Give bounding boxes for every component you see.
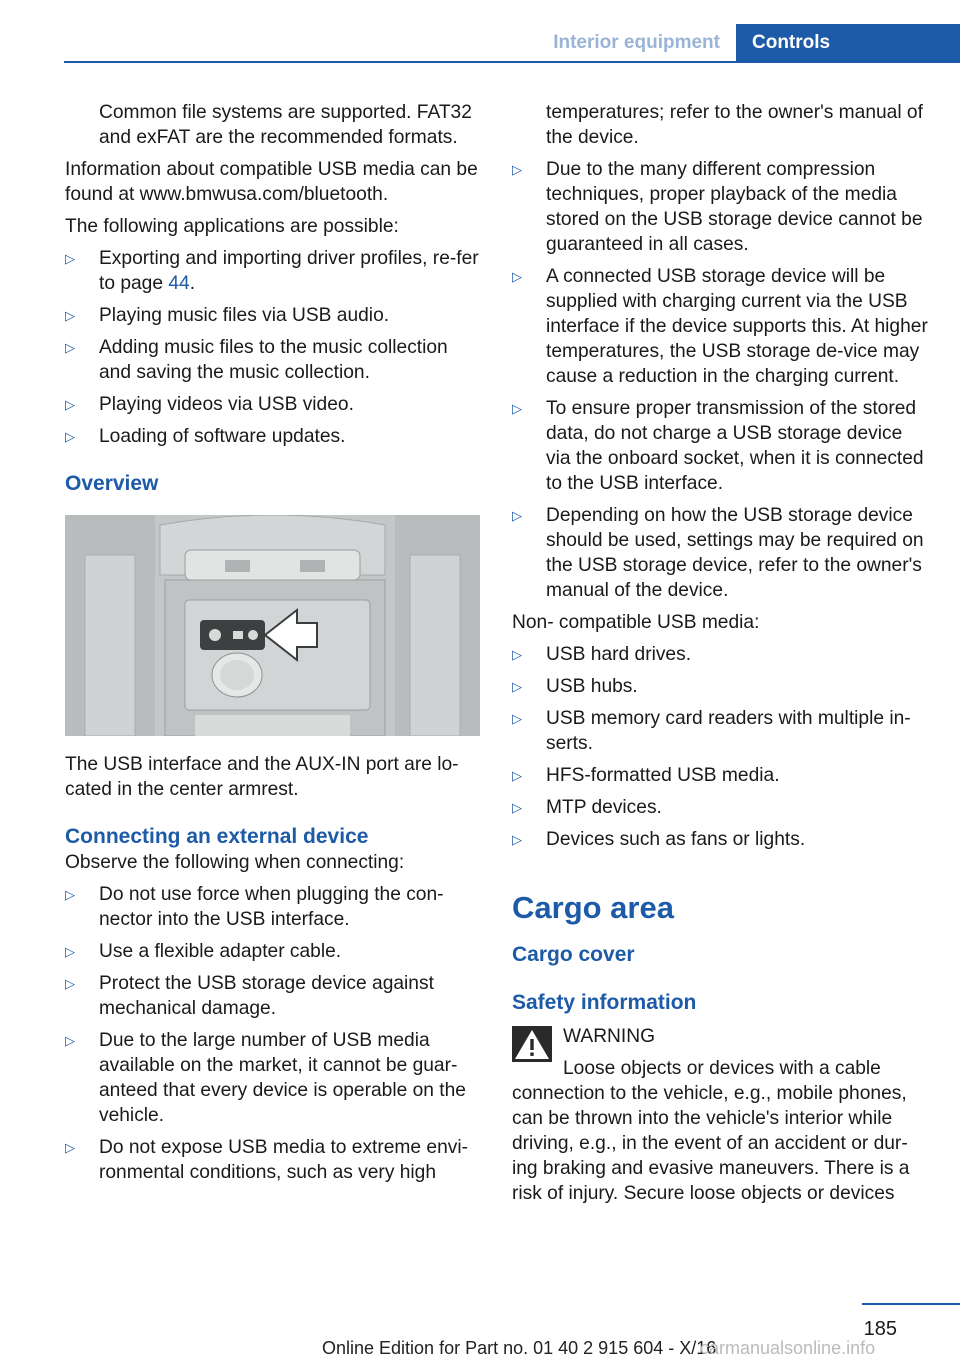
triangle-right-outline-icon: ▷ xyxy=(65,340,75,355)
list-item: ▷ Use a flexible adapter cable. xyxy=(65,941,342,962)
connecting-heading: Connecting an external device xyxy=(65,825,369,848)
triangle-right-outline-icon: ▷ xyxy=(65,397,75,412)
usb-notes-list xyxy=(512,157,928,603)
cargo-cover-heading: Cargo cover xyxy=(512,943,635,966)
warning-block xyxy=(512,1024,928,1206)
triangle-right-outline-icon: ▷ xyxy=(65,976,75,991)
header-rule xyxy=(64,61,960,63)
list-item: ▷ USB hubs. xyxy=(512,676,638,697)
list-item: ▷ Depending on how the USB storage device should be used, settings may be required on the USB storage device, refer to the owner's manual of the device. xyxy=(512,505,924,601)
continued-paragraph: Common file systems are supported. FAT32 and exFAT are the recommended formats. xyxy=(99,102,472,148)
continued-item: temperatures; refer to the owner's manual of the device. xyxy=(546,102,923,148)
triangle-right-outline-icon: ▷ xyxy=(65,887,75,902)
warning-text: Loose objects or devices with a cable connection to the vehicle, e.g., mobile phones, can be thrown into the vehicle's interior while driving, e.g., in the event of an accident or dur‐ing braking and evasive maneuvers. There is a risk of injury. Secure loose objects or devices xyxy=(512,1058,910,1204)
footer-rule xyxy=(862,1303,960,1305)
triangle-right-outline-icon: ▷ xyxy=(512,679,522,694)
info-paragraph: Information about compatible USB media can be found at www.bmwusa.com/bluetooth. xyxy=(65,159,478,205)
page-link[interactable]: 44 xyxy=(168,273,190,294)
safety-heading: Safety information xyxy=(512,991,697,1014)
list-item: ▷ Adding music files to the music collection and saving the music collection. xyxy=(65,337,448,383)
list-item: ▷ USB memory card readers with multiple in‐serts. xyxy=(512,708,911,754)
list-item: ▷ HFS-formatted USB media. xyxy=(512,765,780,786)
overview-heading: Overview xyxy=(65,472,159,495)
chapter-tab[interactable]: Controls xyxy=(736,24,960,62)
usb-port-figure xyxy=(65,515,480,736)
triangle-right-outline-icon: ▷ xyxy=(512,832,522,847)
list-item: ▷ Devices such as fans or lights. xyxy=(512,829,806,850)
list-item: ▷ Due to the many different compression techniques, proper playback of the media stored on the USB storage device cannot be guaranteed in all cases. xyxy=(512,159,923,255)
connecting-list xyxy=(65,882,481,1185)
center-armrest-illustration xyxy=(65,515,480,736)
triangle-right-outline-icon: ▷ xyxy=(512,269,522,284)
apps-intro: The following applications are possible: xyxy=(65,216,399,237)
list-item: ▷ Exporting and importing driver profiles, re‐fer to page 44. xyxy=(65,248,479,294)
triangle-right-outline-icon: ▷ xyxy=(512,401,522,416)
triangle-right-outline-icon: ▷ xyxy=(512,647,522,662)
list-item: ▷ Due to the large number of USB media available on the market, it cannot be guar‐anteed that every device is operable on the vehicle. xyxy=(65,1030,466,1126)
warning-label: WARNING xyxy=(563,1026,656,1047)
triangle-right-outline-icon: ▷ xyxy=(65,251,75,266)
apps-list xyxy=(65,246,481,449)
list-item: ▷ To ensure proper transmission of the stored data, do not charge a USB storage device via the onboard socket, when it is connected to the USB interface. xyxy=(512,398,924,494)
section-tab[interactable]: Interior equipment xyxy=(553,32,720,53)
triangle-right-outline-icon: ▷ xyxy=(512,768,522,783)
cargo-area-heading: Cargo area xyxy=(512,890,674,925)
triangle-right-outline-icon: ▷ xyxy=(65,1033,75,1048)
triangle-right-outline-icon: ▷ xyxy=(65,308,75,323)
figure-caption: The USB interface and the AUX-IN port are lo‐cated in the center armrest. xyxy=(65,754,459,800)
triangle-right-outline-icon: ▷ xyxy=(65,429,75,444)
page-header xyxy=(0,0,960,62)
list-item: ▷ Loading of software updates. xyxy=(65,426,346,447)
list-item: ▷ USB hard drives. xyxy=(512,644,692,665)
list-item: ▷ Do not expose USB media to extreme envi‐ronmental conditions, such as very high xyxy=(65,1137,469,1183)
watermark: carmanualsonline.info xyxy=(700,1338,876,1358)
noncompat-intro: Non- compatible USB media: xyxy=(512,612,760,633)
warning-triangle-icon xyxy=(512,1026,552,1062)
left-column xyxy=(65,100,481,1192)
list-item: ▷ Do not use force when plugging the con‐nector into the USB interface. xyxy=(65,884,444,930)
triangle-right-outline-icon: ▷ xyxy=(512,162,522,177)
list-item: ▷ MTP devices. xyxy=(512,797,662,818)
triangle-right-outline-icon: ▷ xyxy=(65,1140,75,1155)
triangle-right-outline-icon: ▷ xyxy=(512,508,522,523)
triangle-right-outline-icon: ▷ xyxy=(65,944,75,959)
connecting-intro: Observe the following when connecting: xyxy=(65,852,405,873)
triangle-right-outline-icon: ▷ xyxy=(512,800,522,815)
right-column xyxy=(512,100,928,1213)
list-item: ▷ A connected USB storage device will be supplied with charging current via the USB interface if the device supports this. At higher temperatures, the USB storage de‐vice may cause a reduction in the charging current. xyxy=(512,266,928,387)
noncompat-list xyxy=(512,642,928,852)
list-item: ▷ Protect the USB storage device against mechanical damage. xyxy=(65,973,434,1019)
triangle-right-outline-icon: ▷ xyxy=(512,711,522,726)
list-item: ▷ Playing music files via USB audio. xyxy=(65,305,390,326)
edition-text: Online Edition for Part no. 01 40 2 915 604 - X/16 xyxy=(322,1338,717,1358)
list-item: ▷ Playing videos via USB video. xyxy=(65,394,354,415)
page-number: 185 xyxy=(863,1318,897,1340)
